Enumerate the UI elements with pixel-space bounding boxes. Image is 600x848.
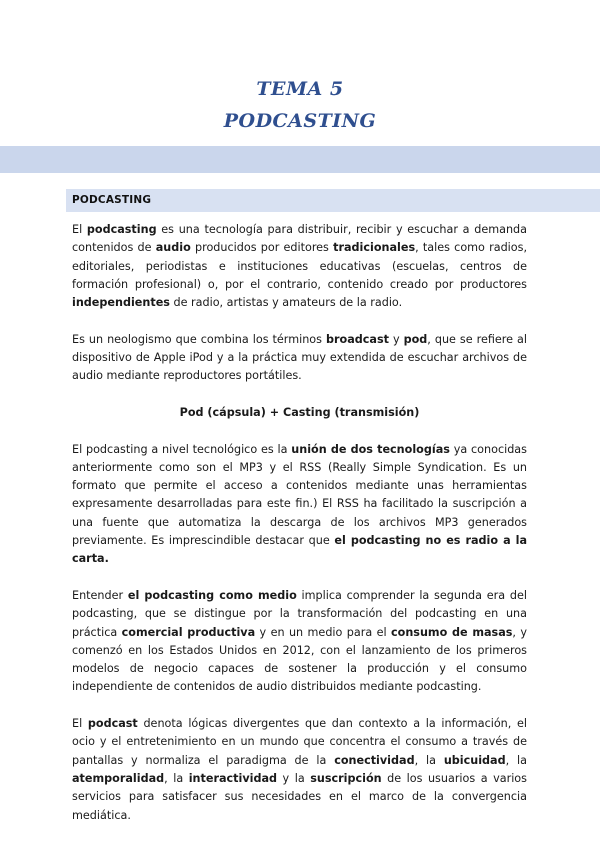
bold-term: independientes — [72, 296, 170, 310]
document-body — [72, 221, 527, 843]
text: Es un neologismo que combina los términos — [72, 332, 326, 346]
bold-term: interactividad — [188, 771, 278, 785]
paragraph-2 — [72, 331, 527, 386]
section-label: PODCASTING — [72, 194, 152, 206]
text: y — [388, 332, 404, 346]
paragraph-4 — [72, 587, 527, 697]
text: , la — [164, 771, 189, 785]
bold-term: suscripción — [310, 771, 382, 785]
bold-term: podcast — [87, 717, 138, 731]
paragraph-1 — [72, 221, 527, 312]
text: Entender — [72, 588, 128, 602]
text: , la — [414, 753, 444, 767]
text: , la — [505, 753, 527, 767]
text: es una tecnología para distribuir, recibir y escuchar a demanda contenidos de — [72, 223, 528, 255]
bold-term: podcasting — [86, 223, 157, 236]
title-podcasting: PODCASTING — [223, 110, 377, 132]
bold-term: tradicionales — [333, 241, 416, 255]
bold-term: consumo de masas — [391, 625, 513, 639]
text: El podcasting a nivel tecnológico es la — [72, 442, 292, 456]
formula-line: Pod (cápsula) + Casting (transmisión) — [179, 405, 420, 419]
text: y la — [277, 771, 311, 785]
bold-term: atemporalidad — [72, 771, 165, 785]
section-header — [66, 189, 600, 212]
bold-term: pod — [403, 332, 428, 346]
text: , y comenzó en los Estados Unidos en 2012, con el lanzamiento de los primeros modelos de negocio capaces de sostener la producción y el consumo independiente de contenidos de audio distribuidos mediante podcasting. — [72, 625, 528, 694]
text: implica comprender la segunda era del podcasting, que se distingue por la transformación del podcasting en una práctica — [72, 588, 527, 639]
bold-term: unión de dos tecnologías — [291, 442, 450, 456]
text: de los usuarios a varios servicios para satisfacer sus necesidades en el marco de la convergencia mediática. — [72, 771, 527, 822]
text: denota lógicas divergentes que dan contexto a la información, el ocio y el entretenimiento en un mundo que concentra el consumo a través de pantallas y normaliza el paradigma de la — [72, 717, 528, 767]
bold-term: broadcast — [326, 332, 389, 346]
page-title — [0, 74, 600, 136]
text: El — [72, 223, 87, 236]
text: El — [72, 717, 88, 731]
text: producidos por editores — [190, 241, 334, 255]
bold-term: audio — [155, 241, 191, 255]
bold-term: conectividad — [334, 753, 415, 767]
text: , que se refiere al dispositivo de Apple iPod y a la práctica muy extendida de escuchar archivos de audio mediante reproductores portátiles. — [72, 332, 528, 383]
header-band — [0, 146, 600, 173]
paragraph-5 — [72, 715, 527, 825]
paragraph-3 — [72, 441, 527, 569]
bold-term: ubicuidad — [443, 753, 506, 767]
text: , tales como radios, editoriales, periodistas e instituciones educativas (escuelas, centros de formación profesional) o, por el contrario, contenido creado por productores — [72, 241, 528, 291]
text: ya conocidas anteriormente como son el MP3 y el RSS (Really Simple Syndication. Es un formato que permite el acceso a contenidos mediante unas herramientas expresamente desarrolladas para este fin.) El RSS ha facilitado la suscripción a una fuente que automatiza la descarga de los archivos MP3 generados previamente. Es imprescindible destacar que — [72, 442, 527, 548]
bold-term: comercial productiva — [121, 625, 256, 639]
bold-term: el podcasting como medio — [127, 588, 297, 602]
text: de radio, artistas y amateurs de la radio. — [169, 296, 403, 310]
title-tema: TEMA 5 — [256, 78, 344, 100]
bold-term: el podcasting no es radio a la carta. — [72, 534, 528, 566]
text: y en un medio para el — [255, 625, 391, 639]
